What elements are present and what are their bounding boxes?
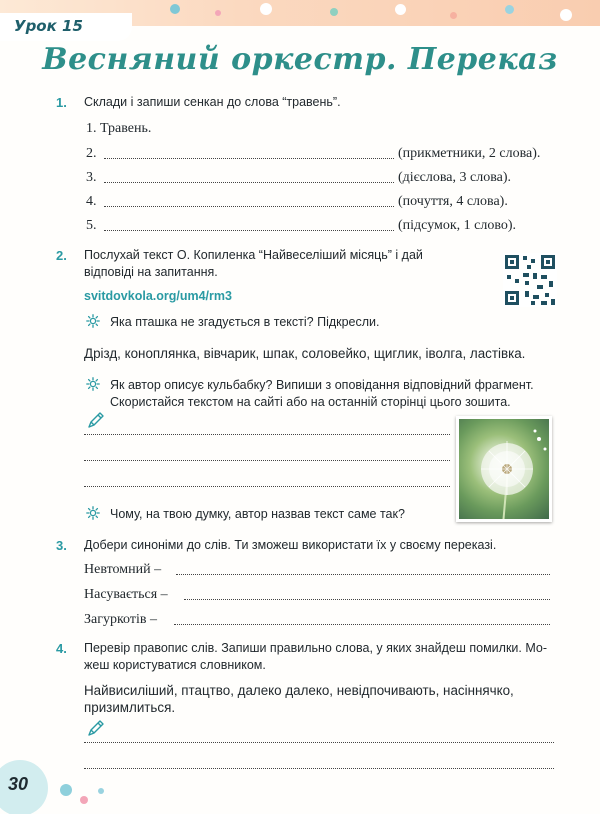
answer-line[interactable] — [184, 598, 550, 600]
pencil-icon — [86, 718, 106, 738]
question-1: Яка пташка не згадується в тексті? Підкресли. — [110, 315, 380, 329]
task-2-instruction-line-2: відповіді на запитання. — [84, 265, 218, 279]
task-1-instruction: Склади і запиши сенкан до слова “травень”. — [84, 95, 341, 109]
birds-list[interactable]: Дрізд, коноплянка, вівчарик, шпак, соловейко, щиглик, іволга, ластівка. — [84, 346, 526, 361]
question-2-line-1: Як автор описує кульбабку? Випиши з оповідання відповідний фрагмент. — [110, 378, 534, 392]
synonym-word-1: Невтомний – — [84, 562, 162, 577]
cinquain-line-1: 1. Травень. — [86, 121, 152, 136]
dandelion-photo — [456, 416, 552, 522]
words-to-check-line-2: призимлиться. — [84, 700, 176, 715]
cinquain-line-5-hint: (підсумок, 1 слово). — [398, 218, 517, 233]
qr-code-icon[interactable] — [503, 253, 557, 307]
answer-line[interactable] — [104, 205, 394, 207]
page-number: 30 — [8, 774, 29, 794]
answer-line[interactable] — [84, 741, 554, 743]
task-4-instruction-line-2: жеш користуватися словником. — [84, 658, 266, 672]
decor-dot — [80, 796, 88, 804]
dandelion-icon — [459, 419, 552, 522]
question-3: Чому, на твою думку, автор назвав текст саме так? — [110, 507, 405, 521]
synonym-word-3: Загуркотів – — [84, 612, 157, 627]
decor-dot — [505, 5, 514, 14]
answer-line[interactable] — [174, 623, 550, 625]
answer-line[interactable] — [176, 573, 550, 575]
answer-line[interactable] — [84, 485, 450, 487]
words-to-check-line-1: Найвисиліший, птацтво, далеко далеко, невідпочивають, насіннячко, — [84, 683, 514, 698]
decor-dot — [98, 788, 104, 794]
task-3-instruction: Добери синоніми до слів. Ти зможеш використати їх у своєму переказі. — [84, 538, 497, 552]
decor-dot — [560, 9, 572, 21]
cinquain-line-4-label: 4. — [86, 194, 97, 209]
task-2-instruction-line-1: Послухай текст О. Копиленка “Найвеселіший місяць” і дай — [84, 248, 423, 262]
cinquain-line-2-hint: (прикметники, 2 слова). — [398, 146, 541, 161]
synonym-word-2: Насувається – — [84, 587, 168, 602]
sun-icon — [86, 506, 100, 520]
sun-icon — [86, 377, 100, 391]
sun-icon — [86, 314, 100, 328]
task-4-instruction-line-1: Перевір правопис слів. Запиши правильно слова, у яких знайдеш помилки. Мо- — [84, 641, 548, 655]
answer-line[interactable] — [104, 157, 394, 159]
page-title: Весняний оркестр. Переказ — [42, 42, 558, 77]
question-2-line-2: Скористайся текстом на сайті або на останній сторінці цього зошита. — [110, 395, 511, 409]
cinquain-line-3-label: 3. — [86, 170, 97, 185]
cinquain-line-3-hint: (дієслова, 3 слова). — [398, 170, 512, 185]
decor-dot — [170, 4, 180, 14]
resource-link[interactable]: svitdovkola.org/um4/rm3 — [84, 289, 232, 303]
decor-dot — [260, 3, 272, 15]
answer-line[interactable] — [84, 433, 450, 435]
task-number-2: 2. — [56, 248, 67, 263]
decor-dot — [60, 784, 72, 796]
task-number-1: 1. — [56, 95, 67, 110]
answer-line[interactable] — [104, 229, 394, 231]
cinquain-line-2-label: 2. — [86, 146, 97, 161]
decor-dot — [450, 12, 457, 19]
answer-line[interactable] — [84, 459, 450, 461]
cinquain-line-5-label: 5. — [86, 218, 97, 233]
lesson-number: Урок 15 — [14, 17, 83, 35]
pencil-icon — [86, 410, 106, 430]
task-number-4: 4. — [56, 641, 67, 656]
decor-dot — [330, 8, 338, 16]
cinquain-line-4-hint: (почуття, 4 слова). — [398, 194, 508, 209]
task-number-3: 3. — [56, 538, 67, 553]
answer-line[interactable] — [84, 767, 554, 769]
decor-dot — [395, 4, 406, 15]
answer-line[interactable] — [104, 181, 394, 183]
decor-dot — [215, 10, 221, 16]
